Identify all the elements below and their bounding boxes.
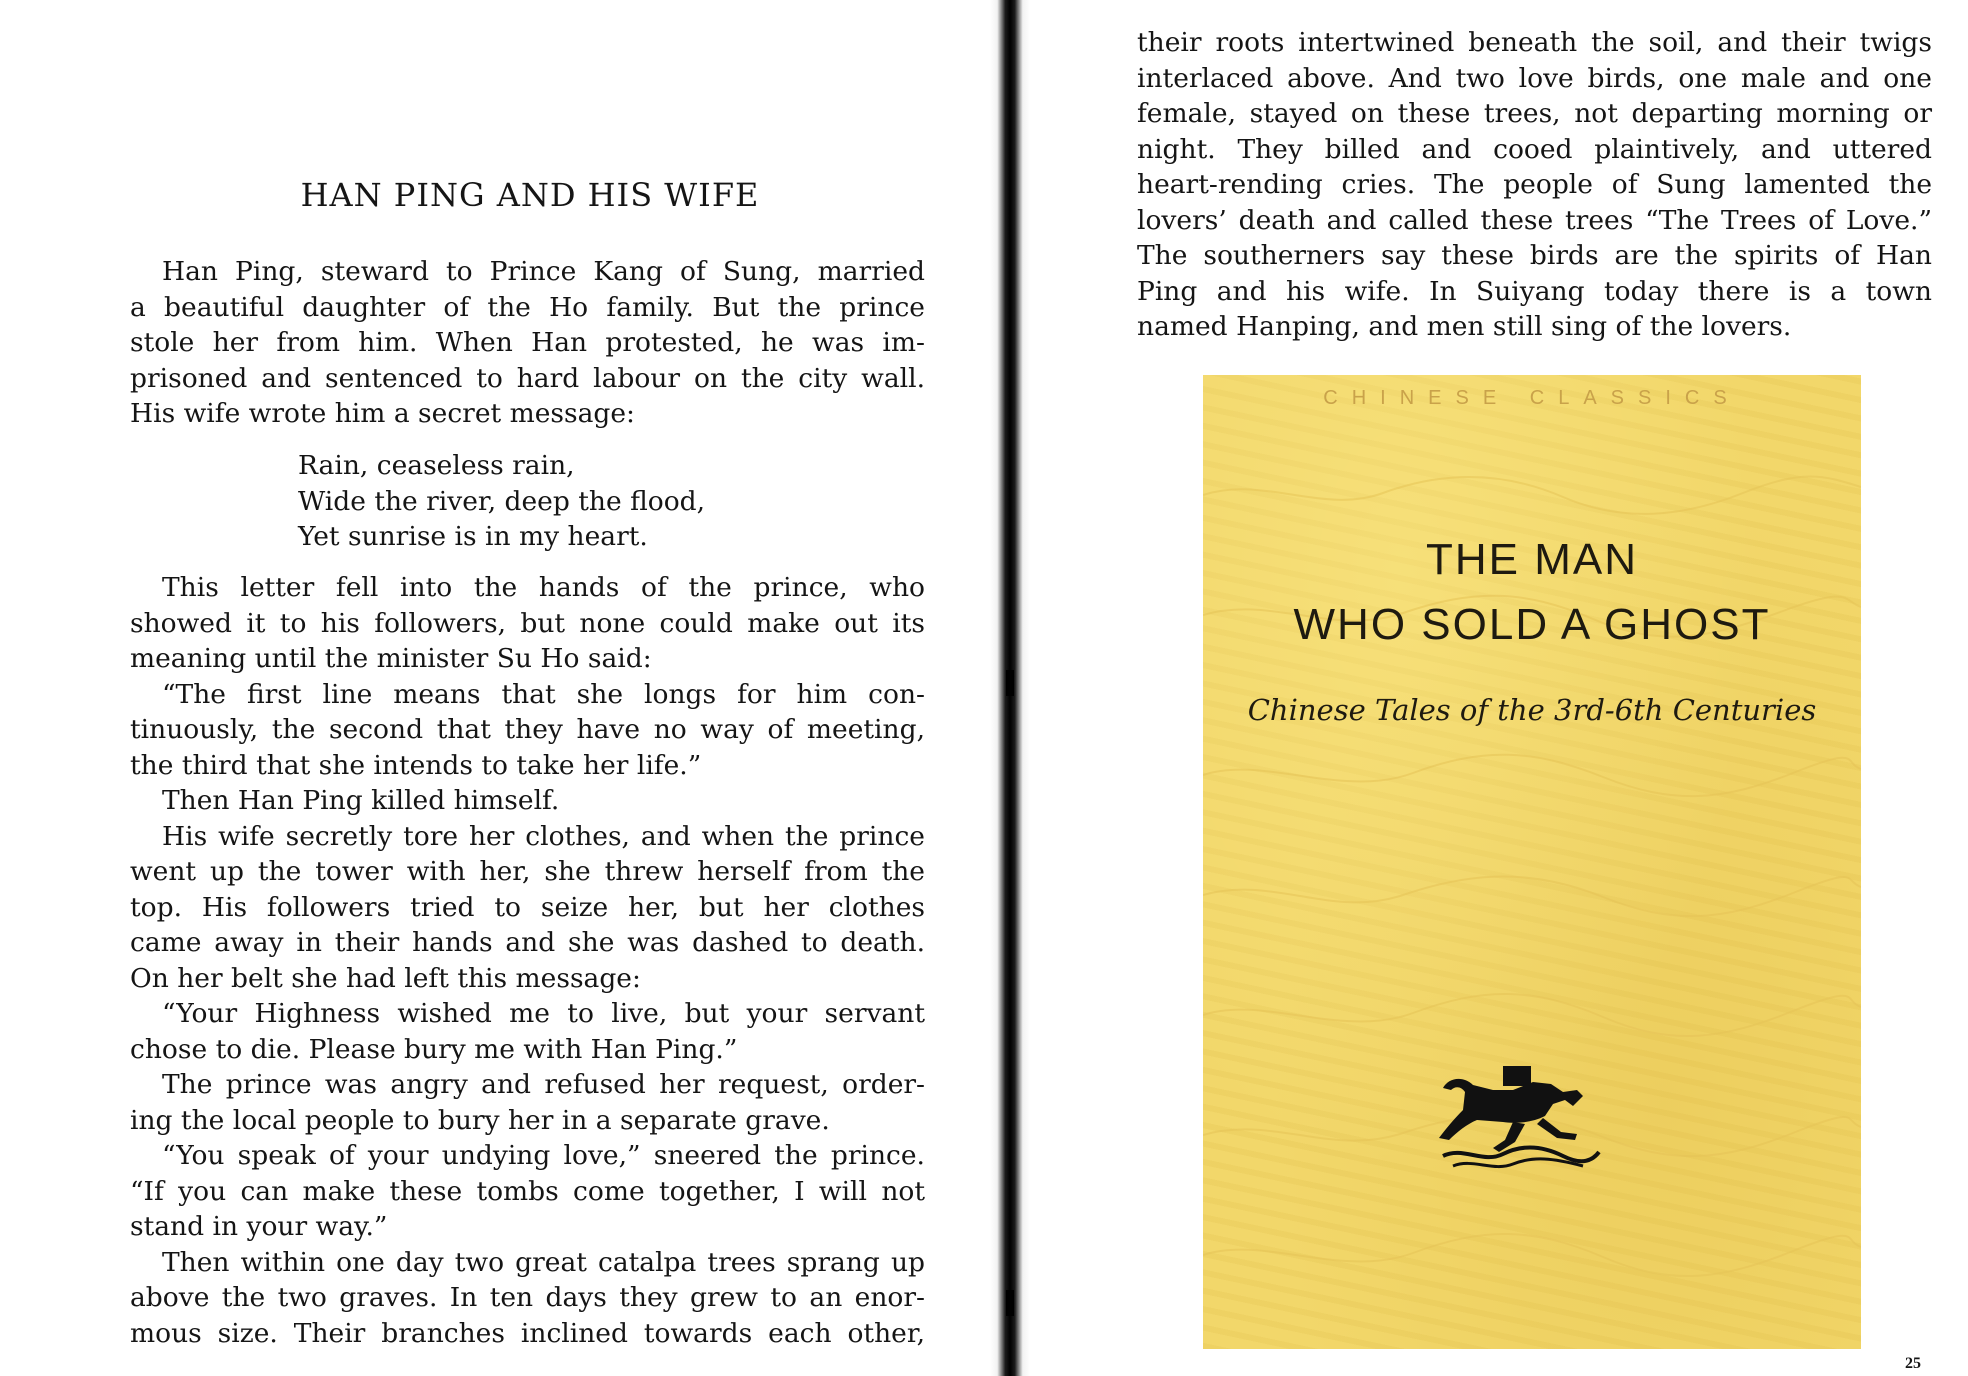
page-number: 25 xyxy=(1905,1355,1921,1372)
text-line: interlaced above. And two love birds, one male and one xyxy=(1137,62,1932,94)
horse-emblem-icon xyxy=(1433,1060,1603,1175)
continuation-paragraph xyxy=(1137,25,1932,345)
text-line: stole her from him. When Han protested, he was im- xyxy=(130,327,925,358)
poem xyxy=(298,448,798,555)
text-line: named Hanping, and men still sing of the lovers. xyxy=(1137,311,1792,342)
text-line: Then Han Ping killed himself. xyxy=(162,785,560,816)
text-line: “If you can make these tombs come together, I will not xyxy=(130,1175,925,1207)
paragraph-2 xyxy=(130,570,925,1351)
book-cover-image xyxy=(1203,375,1861,1349)
cover-subtitle: Chinese Tales of the 3rd-6th Centuries xyxy=(1247,693,1817,727)
text-line: showed it to his followers, but none could make out its xyxy=(130,607,925,639)
text-line: above the two graves. In ten days they grew to an enor- xyxy=(130,1282,925,1313)
cover-texture xyxy=(1203,375,1861,1349)
cover-series-label: CHINESE CLASSICS xyxy=(1323,387,1741,409)
story-title: HAN PING AND HIS WIFE xyxy=(300,176,760,214)
text-line: prisoned and sentenced to hard labour on the city wall. xyxy=(130,362,925,394)
text-line: The southerners say these birds are the spirits of Han xyxy=(1137,240,1932,271)
text-line: stand in your way.” xyxy=(130,1211,388,1242)
text-line: His wife wrote him a secret message: xyxy=(130,398,635,429)
poem-line: Rain, ceaseless rain, xyxy=(298,450,575,481)
text-line: Ping and his wife. In Suiyang today there is a town xyxy=(1137,275,1932,307)
text-line: His wife secretly tore her clothes, and when the prince xyxy=(162,820,925,852)
text-line: the third that she intends to take her life.” xyxy=(130,749,702,781)
text-line: female, stayed on these trees, not departing morning or xyxy=(1137,98,1932,129)
text-line: a beautiful daughter of the Ho family. But the prince xyxy=(130,291,925,323)
text-line: On her belt she had left this message: xyxy=(130,962,641,994)
poem-line: Yet sunrise is in my heart. xyxy=(298,521,648,552)
paragraph-1 xyxy=(130,254,925,432)
text-line: came away in their hands and she was dashed to death. xyxy=(130,927,925,958)
text-line: “The first line means that she longs for him con- xyxy=(162,678,925,710)
text-line: Then within one day two great catalpa trees sprang up xyxy=(162,1246,925,1278)
gutter-mark xyxy=(1006,670,1014,696)
text-line: top. His followers tried to seize her, but her clothes xyxy=(130,891,925,923)
text-line: heart-rending cries. The people of Sung lamented the xyxy=(1137,169,1932,200)
text-line: night. They billed and cooed plaintively, and uttered xyxy=(1137,133,1932,165)
gutter-mark xyxy=(1006,1290,1014,1316)
poem-line: Wide the river, deep the flood, xyxy=(298,485,706,517)
text-line: chose to die. Please bury me with Han Ping.” xyxy=(130,1033,738,1065)
cover-title-line-1: THE MAN xyxy=(1426,535,1638,584)
text-line: ing the local people to bury her in a separate grave. xyxy=(130,1104,830,1136)
text-line: The prince was angry and refused her request, order- xyxy=(162,1069,925,1100)
text-line: lovers’ death and called these trees “The Trees of Love.” xyxy=(1137,204,1932,236)
text-line: went up the tower with her, she threw herself from the xyxy=(130,856,925,887)
text-line: “Your Highness wished me to live, but your servant xyxy=(162,998,925,1029)
text-line: mous size. Their branches inclined towards each other, xyxy=(130,1317,925,1349)
cover-title-line-2: WHO SOLD A GHOST xyxy=(1293,600,1771,649)
text-line: tinuously, the second that they have no way of meeting, xyxy=(130,714,925,745)
text-line: “You speak of your undying love,” sneered the prince. xyxy=(162,1140,925,1171)
text-line: Han Ping, steward to Prince Kang of Sung, married xyxy=(162,256,925,287)
text-line: their roots intertwined beneath the soil, and their twigs xyxy=(1137,27,1932,58)
text-line: This letter fell into the hands of the prince, who xyxy=(162,572,925,603)
text-line: meaning until the minister Su Ho said: xyxy=(130,643,652,674)
